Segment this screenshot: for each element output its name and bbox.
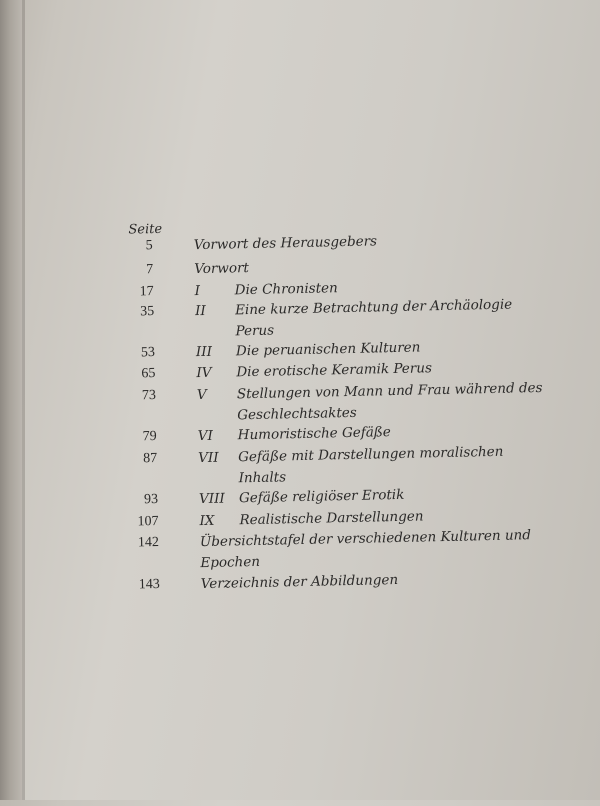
toc-entry — [0, 252, 597, 278]
toc-chapter-number: VIII — [198, 490, 225, 508]
page-column-header: Seite — [128, 221, 163, 238]
toc-title-line: Stellungen von Mann und Frau während des — [236, 379, 543, 403]
toc-title-line: Humoristische Gefäße — [237, 424, 392, 444]
toc-page-number: 87 — [143, 451, 158, 467]
toc-page-number: 5 — [145, 238, 153, 254]
toc-title-line: Perus — [235, 322, 275, 340]
toc-page-number: 107 — [137, 513, 159, 530]
toc-chapter-number: VII — [198, 449, 219, 467]
toc-title — [194, 259, 249, 278]
toc-title-line: Eine kurze Betrachtung der Archäologie — [234, 296, 513, 319]
toc-chapter-number: VI — [197, 427, 213, 445]
toc-page-number: 35 — [139, 304, 155, 320]
toc-title — [194, 232, 378, 254]
toc-title — [238, 443, 504, 488]
toc-chapter-number: III — [195, 343, 213, 361]
toc-title-line: Epochen — [200, 553, 261, 572]
toc-title — [236, 338, 421, 360]
toc-chapter-number: IV — [196, 364, 212, 382]
toc-page-number: 73 — [141, 388, 157, 404]
toc-title — [236, 359, 432, 381]
toc-title-line: Vorwort des Herausgebers — [193, 233, 378, 254]
toc-page-number: 53 — [140, 345, 156, 361]
toc-title — [200, 526, 532, 572]
toc-title — [237, 379, 543, 424]
toc-title-line: Die erotische Keramik Perus — [236, 360, 433, 381]
toc-title — [235, 279, 338, 299]
toc-title-line: Verzeichnis der Abbildungen — [200, 571, 399, 593]
toc-title-line: Gefäße religiöser Erotik — [238, 486, 405, 507]
toc-title — [201, 571, 399, 593]
toc-title-line: Die Chronisten — [234, 280, 338, 299]
toc-entry — [0, 228, 596, 254]
toc-page-number: 143 — [138, 576, 160, 593]
toc-title — [239, 507, 423, 529]
toc-title-line: Übersichtstafel der verschiedenen Kulturen und — [199, 527, 532, 551]
toc-chapter-number: II — [194, 302, 206, 320]
toc-title-line: Inhalts — [238, 469, 287, 487]
toc-page-number: 17 — [139, 284, 154, 300]
toc-page-number: 93 — [143, 491, 159, 508]
toc-title-line: Gefäße mit Darstellungen moralischen — [238, 443, 504, 466]
toc-page-number: 79 — [142, 429, 157, 445]
toc-page-number: 7 — [146, 262, 154, 278]
toc-title-line: Vorwort — [194, 260, 250, 278]
toc-entry — [0, 274, 597, 300]
toc-title — [235, 296, 513, 341]
toc-chapter-number: IX — [199, 512, 215, 530]
toc-title-line: Realistische Darstellungen — [239, 508, 424, 529]
toc-chapter-number: V — [196, 386, 207, 404]
toc-title-line: Die peruanischen Kulturen — [235, 339, 421, 360]
toc-title — [238, 423, 391, 444]
toc-title — [239, 486, 405, 507]
toc-page-number: 142 — [137, 534, 160, 551]
toc-title-line: Geschlechtsaktes — [237, 404, 357, 424]
toc-chapter-number: I — [194, 283, 201, 300]
toc-page-number: 65 — [141, 366, 156, 382]
